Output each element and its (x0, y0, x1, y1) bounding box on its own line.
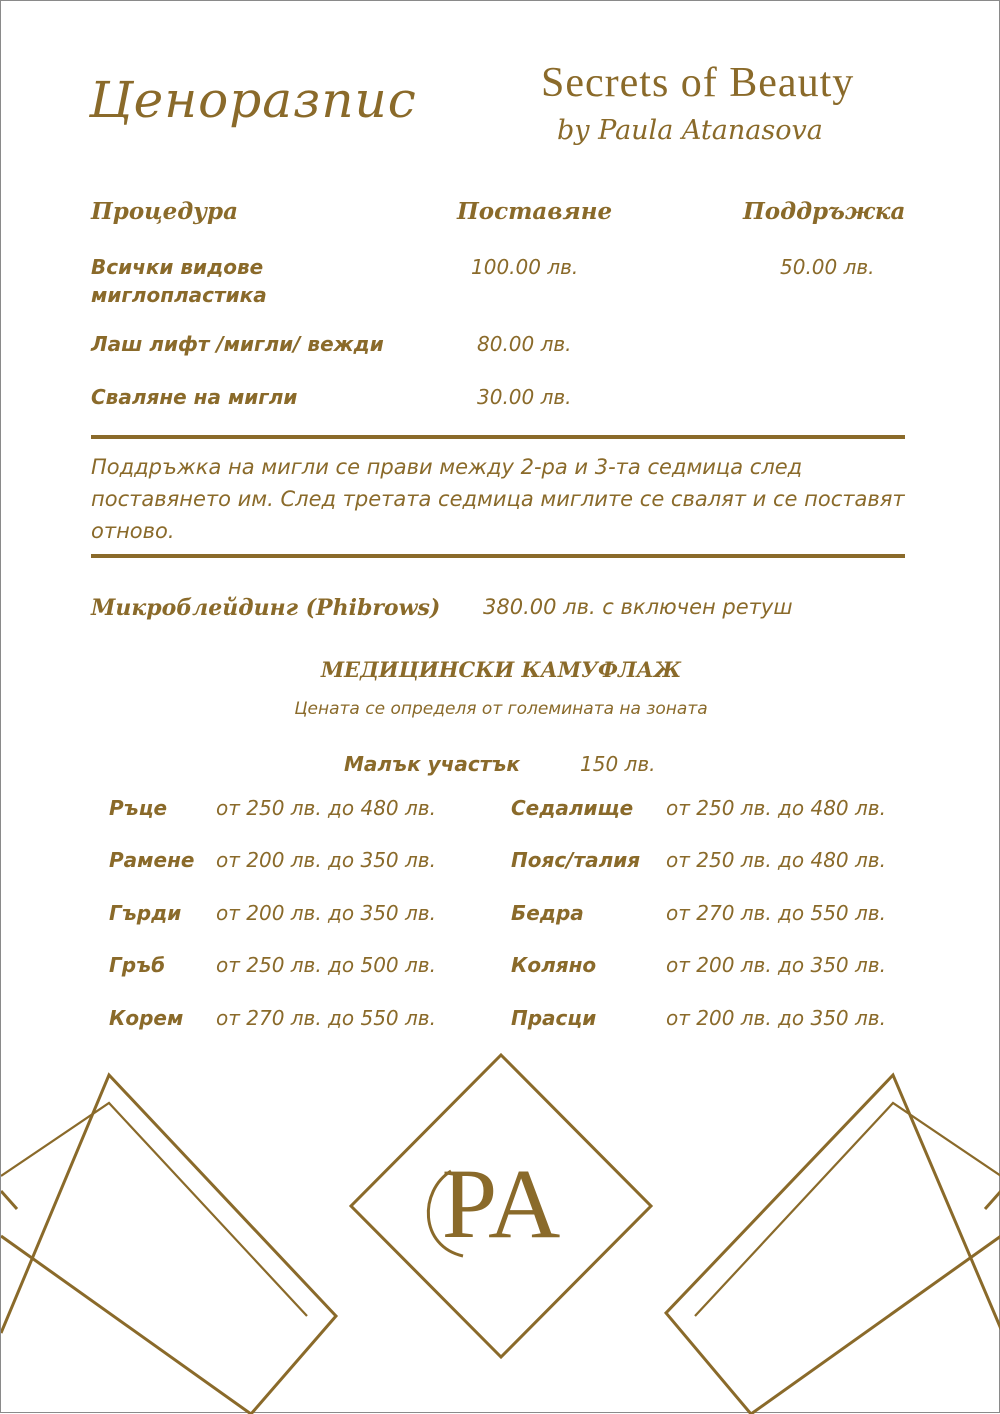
left-diagonal-line (1, 1236, 251, 1414)
procedure-name: Лаш лифт /мигли/ вежди (91, 332, 384, 356)
microblading-price: 380.00 лв. с включен ретуш (483, 595, 793, 619)
zone-name: Коляно (511, 953, 597, 977)
price-maintenance: 50.00 лв. (780, 255, 875, 279)
microblading-name: Микроблейдинг (Phibrows) (91, 595, 441, 621)
logo-monogram: PA (441, 1148, 561, 1259)
left-edge-line (1, 1191, 17, 1209)
divider (91, 435, 905, 439)
column-header-set: Поставяне (457, 198, 613, 225)
zone-price: от 250 лв. до 480 лв. (666, 848, 886, 872)
geometric-decoration (1, 1041, 1000, 1414)
right-diagonal-line (751, 1236, 1000, 1414)
brand-subtitle: by Paula Atanasova (557, 115, 823, 146)
price-set: 80.00 лв. (477, 332, 572, 356)
right-edge-line (985, 1191, 1000, 1209)
procedure-name: Всички видове (91, 255, 264, 279)
small-area-price: 150 лв. (580, 752, 656, 776)
small-area-label: Малък участък (344, 752, 520, 776)
zone-name: Седалище (511, 796, 634, 820)
zone-name: Гръб (109, 953, 166, 977)
zone-price: от 250 лв. до 480 лв. (216, 796, 436, 820)
column-header-maintenance: Поддръжка (743, 198, 906, 225)
price-set: 100.00 лв. (471, 255, 579, 279)
left-diamond-outline (1, 1075, 336, 1414)
divider (91, 554, 905, 558)
pa-monogram-icon (428, 1148, 560, 1259)
zone-price: от 200 лв. до 350 лв. (666, 953, 886, 977)
zone-price: от 200 лв. до 350 лв. (666, 1006, 886, 1030)
zone-name: Гърди (109, 901, 182, 925)
zone-price: от 200 лв. до 350 лв. (216, 848, 436, 872)
page-title: Ценоразпис (89, 71, 417, 129)
zone-price: от 250 лв. до 480 лв. (666, 796, 886, 820)
zone-price: от 200 лв. до 350 лв. (216, 901, 436, 925)
left-inner-line (1, 1103, 307, 1316)
price-set: 30.00 лв. (477, 385, 572, 409)
procedure-name-line2: миглопластика (91, 283, 267, 307)
camouflage-title: МЕДИЦИНСКИ КАМУФЛАЖ (320, 657, 682, 682)
right-inner-line (695, 1103, 1000, 1316)
zone-price: от 270 лв. до 550 лв. (666, 901, 886, 925)
camouflage-subtitle: Цената се определя от големината на зоната (294, 699, 708, 719)
zone-name: Ръце (109, 796, 168, 820)
zone-price: от 270 лв. до 550 лв. (216, 1006, 436, 1030)
zone-name: Бедра (511, 901, 584, 925)
brand-name: Secrets of Beauty (541, 60, 855, 106)
right-diamond-outline (666, 1075, 1000, 1414)
zone-name: Корем (109, 1006, 184, 1030)
zone-name: Пояс/талия (511, 848, 641, 872)
zone-price: от 250 лв. до 500 лв. (216, 953, 436, 977)
procedure-name: Сваляне на мигли (91, 385, 298, 409)
column-header-procedure: Процедура (91, 198, 238, 225)
zone-name: Рамене (109, 848, 195, 872)
zone-name: Прасци (511, 1006, 597, 1030)
maintenance-note: Поддръжка на мигли се прави между 2-ра и 3-та седмица след поставянето им. След третата седмица миглите се свалят и се поставят отново. (91, 455, 905, 543)
